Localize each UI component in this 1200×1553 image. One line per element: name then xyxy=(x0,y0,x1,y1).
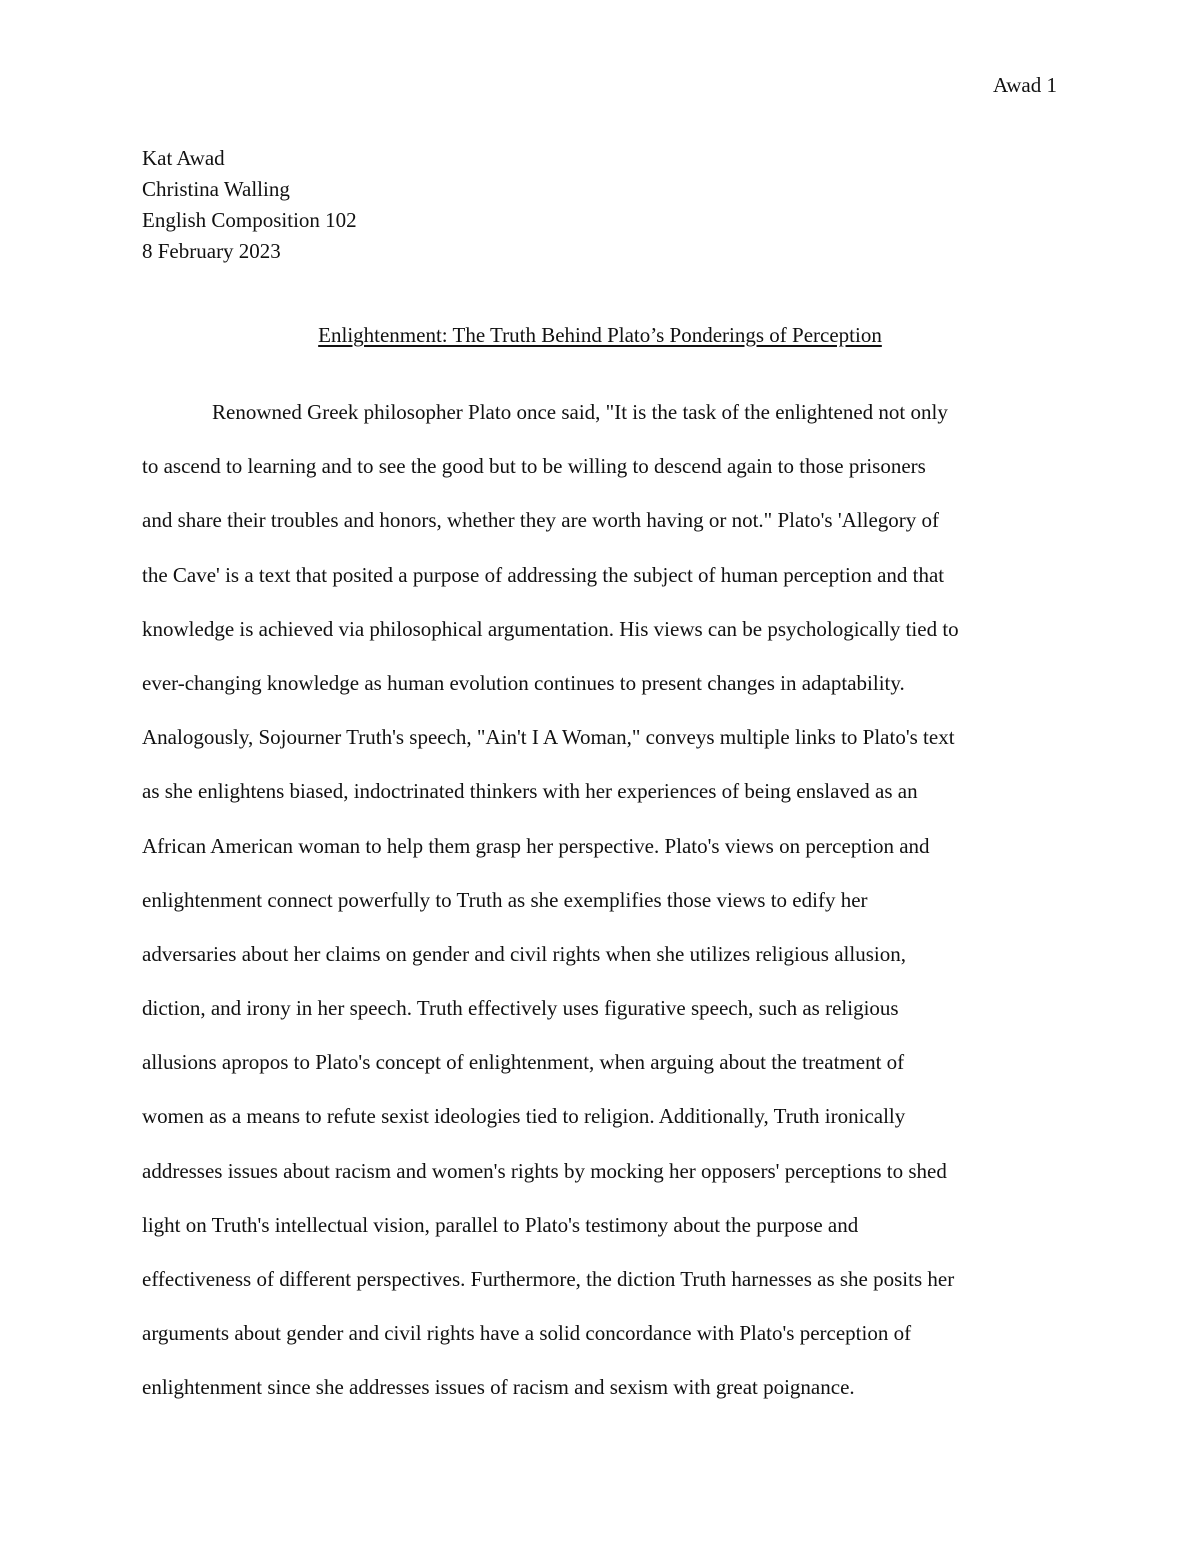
essay-title: Enlightenment: The Truth Behind Plato’s Ponderings of Perception xyxy=(318,323,882,347)
body-line: to ascend to learning and to see the good but to be willing to descend again to those prisoners xyxy=(142,454,926,479)
instructor-name: Christina Walling xyxy=(142,177,290,201)
body-line: allusions apropos to Plato's concept of enlightenment, when arguing about the treatment of xyxy=(142,1050,905,1075)
document-date: 8 February 2023 xyxy=(142,239,281,263)
body-line: addresses issues about racism and women's rights by mocking her opposers' perceptions to shed xyxy=(142,1158,947,1183)
body-line: ever-changing knowledge as human evolution continues to present changes in adaptability. xyxy=(142,670,905,695)
body-line: Analogously, Sojourner Truth's speech, "Ain't I A Woman," conveys multiple links to Plato's text xyxy=(142,725,955,750)
body-line: women as a means to refute sexist ideologies tied to religion. Additionally, Truth ironically xyxy=(142,1104,906,1129)
running-head-page-number: Awad 1 xyxy=(993,73,1057,97)
body-line: diction, and irony in her speech. Truth effectively uses figurative speech, such as religious xyxy=(142,996,899,1021)
body-line: effectiveness of different perspectives. Furthermore, the diction Truth harnesses as she posits her xyxy=(142,1267,955,1291)
body-line: and share their troubles and honors, whether they are worth having or not." Plato's 'Allegory of xyxy=(142,508,940,533)
body-line: knowledge is achieved via philosophical argumentation. His views can be psychologically tied to xyxy=(142,616,959,641)
body-line: arguments about gender and civil rights have a solid concordance with Plato's perception of xyxy=(142,1321,912,1346)
course-name: English Composition 102 xyxy=(142,208,357,232)
body-line: the Cave' is a text that posited a purpose of addressing the subject of human perception and that xyxy=(142,562,945,587)
body-line: as she enlightens biased, indoctrinated thinkers with her experiences of being enslaved as an xyxy=(142,779,918,804)
essay-body-paragraph xyxy=(142,396,1058,1426)
body-line: adversaries about her claims on gender and civil rights when she utilizes religious allusion, xyxy=(142,941,906,966)
body-line: light on Truth's intellectual vision, parallel to Plato's testimony about the purpose and xyxy=(142,1212,859,1237)
student-name: Kat Awad xyxy=(142,146,225,170)
mla-heading-block xyxy=(142,143,357,267)
body-line: African American woman to help them grasp her perspective. Plato's views on perception and xyxy=(142,833,930,858)
body-line: enlightenment since she addresses issues of racism and sexism with great poignance. xyxy=(142,1375,855,1400)
body-line: Renowned Greek philosopher Plato once said, "It is the task of the enlightened not only xyxy=(212,400,948,424)
body-line: enlightenment connect powerfully to Truth as she exemplifies those views to edify her xyxy=(142,887,868,912)
